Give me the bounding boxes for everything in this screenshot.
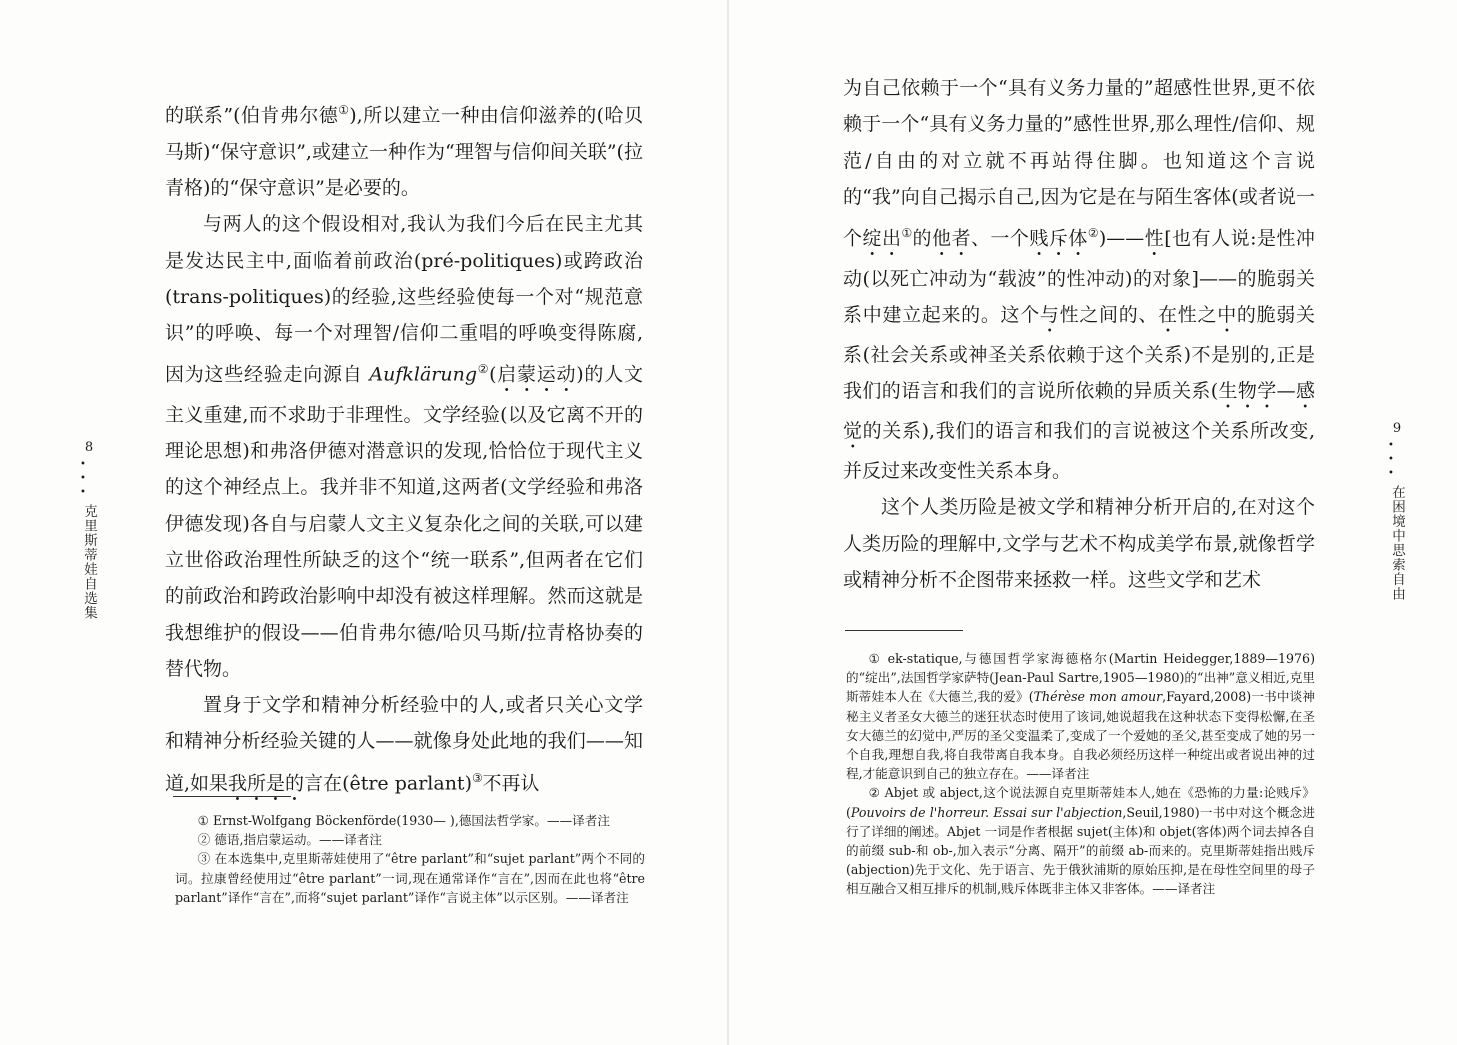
footnote-ref: ② xyxy=(1087,226,1099,241)
emphasis-text: 贱斥体 xyxy=(1029,227,1088,250)
right-margin xyxy=(1386,421,1408,601)
footnotes xyxy=(846,649,1315,899)
paragraph: 的联系”(伯肯弗尔德①),所以建立一种由信仰滋养的(哈贝马斯)“保守意识”,或建立一种作为“理智与信仰间关联”(拉青格)的“保守意识”是必要的。 xyxy=(165,103,643,199)
footnote: ③ 在本选集中,克里斯蒂娃使用了“être parlant”和“sujet parlant”两个不同的词。拉康曾经使用过“être parlant”一词,现在通常译作“言在”,因而在此也将“être parlant”译作“言在”,而将“sujet parlant”译作“言说主体”以示区别。——译者注 xyxy=(175,851,645,905)
emphasis-text: 性 xyxy=(1144,227,1165,250)
emphasis-text: 中 xyxy=(1217,303,1237,326)
paragraph: 这个人类历险是被文学和精神分析开启的,在对这个人类历险的理解中,文学与艺术不构成美学布景,就像哲学或精神分析不企图带来拯救一样。这些文学和艺术 xyxy=(843,496,1315,591)
footnote: ② 德语,指启蒙运动。——译者注 xyxy=(197,832,382,848)
footnote-rule xyxy=(845,630,963,631)
italic-title: Thérèse mon amour xyxy=(1033,689,1163,705)
running-head: 克里斯蒂娃自选集 xyxy=(81,504,97,620)
emphasis-text: 他者 xyxy=(931,227,971,250)
left-margin xyxy=(78,440,100,620)
paragraph: 与两人的这个假设相对,我认为我们今后在民主尤其是发达民主中,面临着前政治(pré-politiques)或跨政治(trans-politiques)的经验,这些经验使每一个对“规范意识”的呼唤、每一个对理智/信仰二重唱的呼唤变得陈腐,因为这些经验走向源自 Aufklärung②(启蒙运动)的人文主义重建,而不求助于非理性。文学经验(以及它离不开的理论思想)和弗洛伊德对潜意识的发现,恰恰位于现代主义的这个神经点上。我并非不知道,这两者(文学经验和弗洛伊德发现)各自与启蒙人文主义复杂化之间的关联,可以建立世俗政治理性所缺乏的这个“统一联系”,但两者在它们的前政治和跨政治影响中却没有被这样理解。然而这就是我想维护的假设——伯肯弗尔德/哈贝马斯/拉青格协奏的替代物。 xyxy=(165,213,643,680)
emphasis-text: 绽出 xyxy=(862,227,902,250)
footnote-ref: ② xyxy=(477,362,490,377)
emphasis-text: 我所是的 xyxy=(228,772,305,795)
emphasis-text: 启蒙运动 xyxy=(496,363,577,386)
ornament-dots: • • • xyxy=(1388,440,1396,479)
emphasis-text: 在 xyxy=(1158,303,1178,326)
footnotes xyxy=(175,811,645,907)
main-text xyxy=(843,70,1315,598)
left-page xyxy=(0,0,727,1045)
footnote-rule xyxy=(173,796,291,797)
page-number: 9 xyxy=(1392,421,1402,436)
paragraph: 为自己依赖于一个“具有义务力量的”超感性世界,更不依赖于一个“具有义务力量的”感性世界,那么理性/信仰、规范/自由的对立就不再站得住脚。也知道这个言说的“我”向自己揭示自己,因为它是在与陌生客体(或者说一个绽出①的他者、一个贱斥体②)——性[也有人说:是性冲动(以死亡冲动为“载波”的性冲动)的对象]——的脆弱关系中建立起来的。这个与性之间的、在性之中的脆弱关系(社会关系或神圣关系依赖于这个关系)不是别的,正是我们的语言和我们的言说所依赖的异质关系(生物学—感觉的关系),我们的语言和我们的言说被这个关系所改变,并反过来改变性关系本身。 xyxy=(843,77,1315,483)
paragraph: 置身于文学和精神分析经验中的人,或者只关心文学和精神分析经验关键的人——就像身处此地的我们——知道,如果我所是的言在(être parlant)③不再认 xyxy=(165,694,643,795)
footnote-ref: ① xyxy=(338,103,350,117)
footnote: ① ek-statique,与德国哲学家海德格尔(Martin Heidegger,1889—1976)的“绽出”,法国哲学家萨特(Jean-Paul Sartre,1905—1980)的“出神”意义相近,克里斯蒂娃本人在《大德兰,我的爱》(Thérèse mon amour,Fayard,2008)一书中谈神秘主义者圣女大德兰的迷狂状态时使用了该词,她说超我在这种状态下变得松懈,在圣女大德兰的幻觉中,严厉的圣父变温柔了,变成了一个爱她的圣父,甚至变成了她的另一个自我,理想自我,将自我带离自我本身。自我必须经历这样一种绽出或者说出神的过程,才能意识到自己的独立存在。——译者注 xyxy=(846,651,1315,782)
emphasis-text: 与 xyxy=(1039,303,1060,326)
right-page xyxy=(729,0,1457,1045)
running-head: 在困境中思索自由 xyxy=(1389,485,1405,601)
main-text xyxy=(165,92,643,805)
page-number: 8 xyxy=(84,440,94,455)
footnote: ② Abjet 或 abject,这个说法源自克里斯蒂娃本人,她在《恐怖的力量:论贱斥》(Pouvoirs de l'horreur. Essai sur l'abjection,Seuil,1980)一书中对这个概念进行了详细的阐述。Abjet 一词是作者根据 sujet(主体)和 objet(客体)两个词去掉各自的前缀 sub-和 ob-,加入表示“分离、隔开”的前缀 ab-而来的。克里斯蒂娃指出贱斥(abjection)先于文化、先于语言、先于俄狄浦斯的原始压抑,是在母性空间里的母子相互融合又相互排斥的机制,贱斥体既非主体又非客体。——译者注 xyxy=(846,785,1316,897)
italic-term: Aufklärung xyxy=(369,363,477,386)
emphasis-text: 生物学—感觉 xyxy=(843,380,1315,443)
footnote: ① Ernst-Wolfgang Böckenförde(1930— ),德国法哲学家。——译者注 xyxy=(197,813,610,828)
footnote-ref: ① xyxy=(901,226,913,241)
ornament-dots: • • • xyxy=(80,459,88,498)
footnote-ref: ③ xyxy=(471,770,483,785)
italic-title: Pouvoirs de l'horreur. Essai sur l'abjection xyxy=(850,804,1123,820)
